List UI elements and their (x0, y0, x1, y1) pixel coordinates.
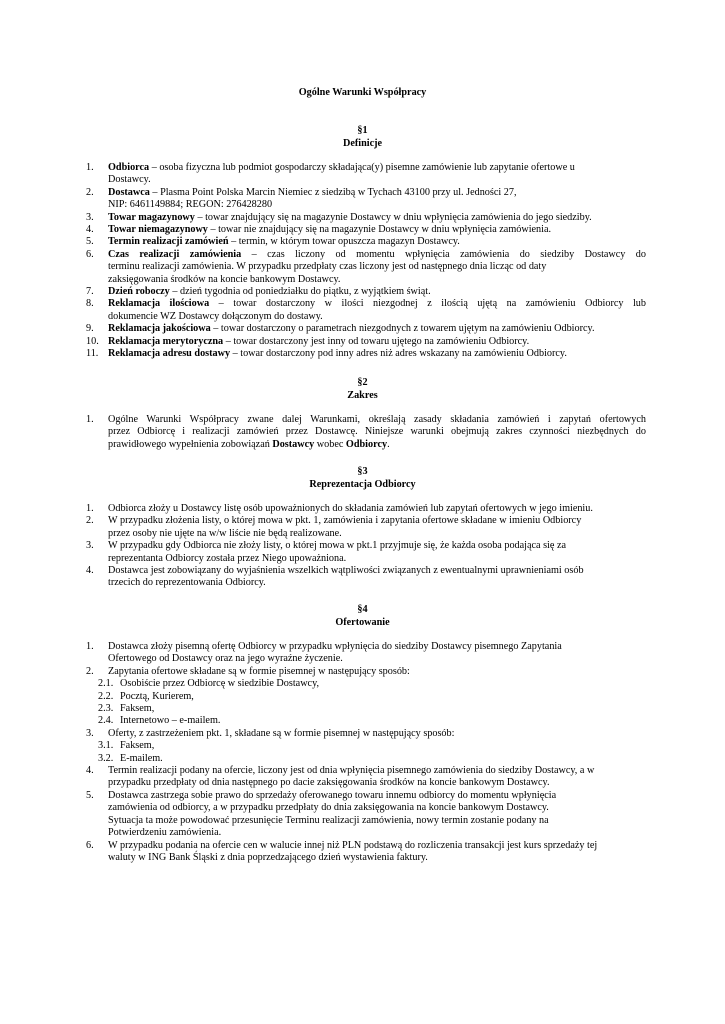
section-4-title: Ofertowanie (335, 617, 390, 628)
section-2-number: §2 (357, 377, 368, 388)
paragraph-line: W przypadku złożenia listy, o której mowa w pkt. 1, zamówienia i zapytania ofertowe składane w imieniu Odbiorcy (108, 515, 582, 527)
offering-list (86, 641, 646, 864)
definition-text: – towar dostarczony jest inny od towaru ujętego na zamówieniu Odbiorcy. (223, 335, 530, 347)
paragraph-line: przez Odbiorcę i realizacji zamówień przez Dostawcę. Niniejsze warunki obejmują zakres czynności niezbędnych do (108, 426, 646, 438)
paragraph-line: Zapytania ofertowe składane są w formie pisemnej w następujący sposób: (108, 665, 410, 677)
sub-list-item (86, 703, 646, 715)
sub-item-text: Internetowo – e-mailem. (120, 715, 221, 727)
paragraph-line: zamówienia od odbiorcy, a w przypadku przedpłaty do dnia zaksięgowania na koncie bankowym Dostawcy. (108, 802, 549, 814)
sub-item-number: 3.1. (98, 740, 114, 752)
paragraph-line: przez osoby nie ujęte na w/w liście nie będą realizowane. (108, 527, 342, 539)
paragraph-line: Potwierdzeniu zamówienia. (108, 827, 222, 839)
list-item (86, 286, 646, 298)
definition-text: – Plasma Point Polska Marcin Niemiec z siedzibą w Tychach 43100 przy ul. Jedności 27, (149, 186, 517, 198)
term: Reklamacja adresu dostawy (108, 348, 231, 360)
definitions-list (86, 162, 646, 361)
item-number: 1. (86, 414, 94, 425)
item-number: 4. (86, 565, 94, 577)
section-3-title: Reprezentacja Odbiorcy (309, 479, 416, 490)
definition-text: – towar nie znajdujący się na magazynie Dostawcy w dniu wpłynięcia zamówienia. (207, 224, 552, 236)
document-title: Ogólne Warunki Współpracy (298, 87, 427, 98)
list-item (86, 212, 646, 224)
paragraph-line: Ofertowego od Dostawcy oraz na jego wyraźne życzenie. (108, 653, 343, 665)
item-number: 2. (86, 186, 94, 198)
list-item (86, 515, 646, 540)
list-item (86, 298, 646, 323)
list-item (86, 224, 646, 236)
definition-text: – czas liczony od momentu wpłynięcia zamówienia do siedziby Dostawcy do (241, 248, 646, 260)
item-number: 6. (86, 839, 94, 851)
paragraph-line: Ogólne Warunki Współpracy zwane dalej Warunkami, określają zasady składania zamówień i zapytań ofertowych (108, 414, 646, 425)
paragraph-line: W przypadku podania na ofercie cen w walucie innej niż PLN podstawą do rozliczenia transakcji jest kurs sprzedaży tej (108, 839, 598, 851)
item-number: 5. (86, 236, 94, 248)
item-number: 7. (86, 286, 94, 298)
list-item (86, 666, 646, 678)
paragraph-line: reprezentanta Odbiorcy została przez Niego upoważniona. (108, 552, 347, 564)
item-number: 1. (86, 641, 94, 652)
list-item (86, 348, 646, 360)
definition-text: – dzień tygodnia od poniedziałku do piątku, z wyjątkiem świąt. (169, 286, 431, 298)
scope-list (86, 414, 646, 451)
term: Towar niemagazynowy (108, 224, 208, 236)
section-3-number: §3 (357, 466, 368, 477)
sub-item-number: 2.2. (98, 690, 114, 702)
paragraph-line: Termin realizacji podany na ofercie, liczony jest od dnia wpłynięcia pisemnego zamówienia do siedziby Dostawcy, a w (108, 765, 595, 777)
item-number: 4. (86, 224, 94, 236)
list-item (86, 323, 646, 335)
definition-text: NIP: 6461149884; REGON: 276428280 (108, 199, 273, 211)
term: Reklamacja ilościowa (108, 298, 210, 310)
definition-text: terminu realizacji zamówienia. W przypadku przedpłaty czas liczony jest od następnego dnia licząc od daty (108, 261, 547, 273)
list-item (86, 641, 646, 666)
paragraph-line: Odbiorca złoży u Dostawcy listę osób upoważnionych do składania zamówień lub zapytań ofertowych w jego imieniu. (108, 503, 593, 514)
term: Dzień roboczy (108, 286, 170, 298)
paragraph-line: Dostawca zastrzega sobie prawo do sprzedaży oferowanego towaru innemu odbiorcy do momentu wpłynięcia (108, 789, 557, 801)
term: Reklamacja merytoryczna (108, 335, 224, 347)
sub-list-item (86, 678, 646, 690)
item-number: 6. (86, 248, 94, 260)
item-number: 2. (86, 515, 94, 527)
section-1-number: §1 (357, 125, 368, 136)
list-item (86, 503, 646, 515)
list-item (86, 414, 646, 451)
item-number: 1. (86, 503, 94, 514)
paragraph-line: Dostawca jest zobowiązany do wyjaśnienia wszelkich wątpliwości związanych z ewentualnymi uprawnieniami osób (108, 565, 584, 577)
item-number: 5. (86, 789, 94, 801)
definition-text: – towar dostarczony pod inny adres niż adres wskazany na zamówieniu Odbiorcy. (230, 348, 567, 360)
list-item (86, 790, 646, 840)
item-number: 3. (86, 211, 94, 223)
sub-item-number: 2.4. (98, 715, 114, 727)
sub-list-item (86, 715, 646, 727)
sub-item-number: 2.3. (98, 703, 114, 715)
term: Czas realizacji zamówienia (108, 248, 242, 260)
representation-list (86, 503, 646, 590)
sub-item-text: Faksem, (120, 703, 155, 715)
paragraph-line: przypadku przedpłaty od dnia następnego po dacie zaksięgowania środków na koncie bankowym Dostawcy. (108, 777, 550, 789)
sub-item-text: E-mailem. (120, 752, 163, 764)
paragraph-line: prawidłowego wypełnienia zobowiązań (108, 438, 273, 450)
emphasis: Dostawcy (272, 438, 315, 450)
sub-list-item (86, 691, 646, 703)
item-number: 1. (86, 162, 94, 173)
paragraph-line: . (387, 438, 390, 450)
item-number: 10. (86, 335, 99, 347)
paragraph-line: waluty w ING Bank Śląski z dnia poprzedzającego dzień wystawienia faktury. (108, 851, 428, 863)
item-number: 9. (86, 323, 94, 335)
item-number: 3. (86, 727, 94, 739)
list-item (86, 565, 646, 590)
term: Dostawca (108, 186, 150, 198)
sub-list-item (86, 740, 646, 752)
term: Towar magazynowy (108, 211, 195, 223)
sub-item-number: 2.1. (98, 678, 114, 690)
sub-item-text: Pocztą, Kurierem, (120, 690, 194, 702)
term: Odbiorca (108, 162, 150, 173)
item-number: 4. (86, 765, 94, 777)
paragraph-line: W przypadku gdy Odbiorca nie złoży listy, o której mowa w pkt.1 przyjmuje się, że każda osoba podająca się za (108, 540, 567, 552)
list-item (86, 336, 646, 348)
sub-item-number: 3.2. (98, 752, 114, 764)
item-number: 11. (86, 348, 99, 360)
paragraph-line: wobec (314, 438, 346, 450)
list-item (86, 728, 646, 740)
definition-text: Dostawcy. (108, 174, 151, 186)
paragraph-line: Dostawca złoży pisemną ofertę Odbiorcy w przypadku wpłynięcia do siedziby Dostawcy pisemnego Zapytania (108, 641, 562, 652)
sub-item-text: Osobiście przez Odbiorcę w siedzibie Dostawcy, (120, 678, 320, 690)
definition-text: – termin, w którym towar opuszcza magazyn Dostawcy. (228, 236, 460, 248)
list-item (86, 249, 646, 286)
list-item (86, 162, 646, 187)
section-2-title: Zakres (347, 390, 378, 401)
section-1-title: Definicje (342, 138, 383, 149)
definition-text: – towar znajdujący się na magazynie Dostawcy w dniu wpłynięcia zamówienia do jego siedziby. (194, 211, 592, 223)
list-item (86, 540, 646, 565)
paragraph-line: Oferty, z zastrzeżeniem pkt. 1, składane są w formie pisemnej w następujący sposób: (108, 727, 455, 739)
sub-list-item (86, 753, 646, 765)
list-item (86, 840, 646, 865)
list-item (86, 236, 646, 248)
term: Termin realizacji zamówień (108, 236, 229, 248)
term: Reklamacja jakościowa (108, 323, 211, 335)
emphasis: Odbiorcy (345, 438, 388, 450)
paragraph-line: trzecich do reprezentowania Odbiorcy. (108, 577, 266, 589)
item-number: 3. (86, 540, 94, 552)
definition-text: zaksięgowania środków na koncie bankowym Dostawcy. (108, 273, 341, 285)
item-number: 8. (86, 298, 94, 310)
list-item (86, 187, 646, 212)
definition-text: – towar dostarczony o parametrach niezgodnych z towarem ujętym na zamówieniu Odbiorcy. (210, 323, 595, 335)
item-number: 2. (86, 665, 94, 677)
definition-text: – osoba fizyczna lub podmiot gospodarczy składająca(y) pisemne zamówienie lub zapytanie ofertowe u (149, 162, 575, 173)
definition-text: – towar dostarczony w ilości niezgodnej z ilością ujętą na zamówieniu Odbiorcy lub (209, 298, 646, 310)
paragraph-line: Sytuacja ta może powodować przesunięcie Terminu realizacji zamówienia, nowy termin zostanie podany na (108, 814, 549, 826)
definition-text: dokumencie WZ Dostawcy dołączonym do dostawy. (108, 310, 323, 322)
list-item (86, 765, 646, 790)
sub-item-text: Faksem, (120, 740, 155, 752)
section-4-number: §4 (357, 604, 368, 615)
